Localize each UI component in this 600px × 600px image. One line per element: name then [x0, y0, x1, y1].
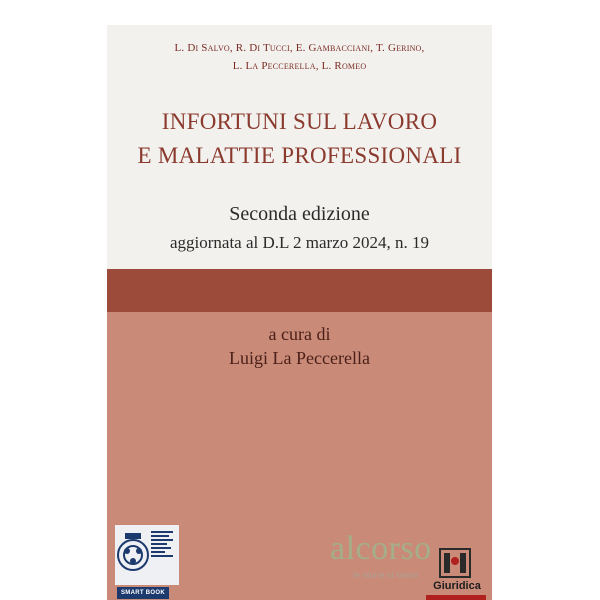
authors-line-1: L. Di Salvo, R. Di Tucci, E. Gambacciani, T. Gerino,: [174, 42, 425, 54]
update-note: aggiornata al D.L 2 marzo 2024, n. 19: [169, 233, 430, 252]
edition-label: Seconda edizione: [229, 203, 370, 225]
smart-book-label: SMART BOOK: [117, 587, 169, 599]
authors: [107, 39, 492, 75]
smart-book-badge: [115, 525, 179, 585]
badge-fine-print-icon: [151, 529, 177, 559]
badge-emblem-icon: [115, 525, 151, 581]
book-cover: [107, 25, 492, 600]
publisher-name: Giuridica: [433, 580, 481, 592]
watermark-tagline: le storie si fanno: [353, 570, 419, 580]
title-line-2: E MALATTIE PROFESSIONALI: [137, 143, 462, 168]
publisher-bar: [426, 595, 486, 600]
book-title: [107, 105, 492, 173]
title-line-1: INFORTUNI SUL LAVORO: [161, 109, 438, 134]
curator-name: Luigi La Peccerella: [229, 348, 370, 368]
authors-line-2: L. La Peccerella, L. Romeo: [232, 60, 367, 72]
watermark-brand: alcorso: [330, 530, 432, 567]
curator-label: a cura di: [268, 324, 331, 344]
dark-band: [107, 269, 492, 312]
